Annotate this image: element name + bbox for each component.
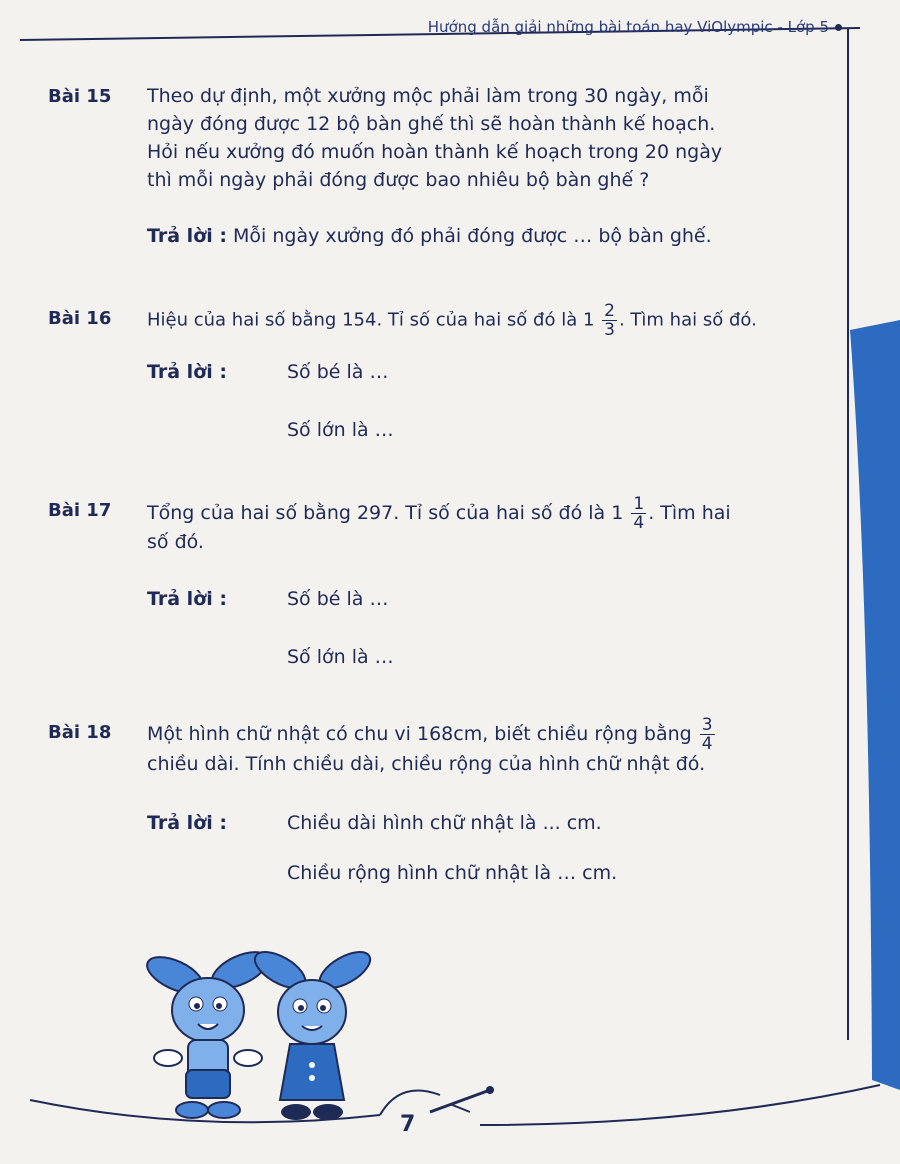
rabbit-boy-icon — [142, 945, 273, 1118]
answer-label: Trả lời : — [147, 361, 227, 383]
compass-icon — [420, 1082, 500, 1122]
problem-15-line-2: ngày đóng được 12 bộ bàn ghế thì sẽ hoàn thành kế hoạch. — [147, 113, 716, 135]
fraction-numerator: 2 — [604, 301, 615, 321]
problem-15-answer — [147, 222, 712, 250]
answer-label: Trả lời : — [147, 812, 227, 834]
problem-17-line-2: số đó. — [147, 531, 204, 553]
fraction — [700, 716, 715, 753]
blue-side-band — [850, 320, 900, 1090]
problem-16-ans-small: Số bé là … — [287, 361, 389, 383]
problem-18-ans-width: Chiều rộng hình chữ nhật là … cm. — [287, 862, 618, 884]
rabbit-girl-icon — [249, 945, 375, 1120]
problem-16-text-after: . Tìm hai số đó. — [618, 309, 757, 331]
problem-16-answer — [147, 358, 227, 386]
problem-18-ans-length: Chiều dài hình chữ nhật là ... cm. — [287, 812, 602, 834]
problem-16-text: Hiệu của hai số bằng 154. Tỉ số của hai số đó là 1 — [147, 309, 595, 331]
fraction-denominator: 4 — [633, 513, 645, 533]
problem-15-line-1: Theo dự định, một xưởng mộc phải làm trong 30 ngày, mỗi — [147, 85, 709, 107]
problem-16-ans-large: Số lớn là … — [287, 419, 394, 441]
problem-18-text: Một hình chữ nhật có chu vi 168cm, biết chiều rộng bằng — [147, 723, 692, 745]
problem-17-body — [147, 495, 731, 532]
problem-17-ans-large: Số lớn là … — [287, 646, 394, 668]
answer-label: Trả lời : — [147, 225, 227, 247]
fraction — [631, 495, 646, 532]
problem-16-label: Bài 16 — [48, 308, 112, 329]
fraction-numerator: 3 — [701, 715, 713, 735]
problem-17-label: Bài 17 — [48, 500, 112, 521]
problem-15-line-4: thì mỗi ngày phải đóng được bao nhiêu bộ bàn ghế ? — [147, 169, 650, 191]
problem-15-label: Bài 15 — [48, 86, 112, 107]
fraction — [602, 302, 617, 339]
problem-18-answer — [147, 809, 227, 837]
fraction-denominator: 3 — [604, 320, 615, 340]
bullet-dot — [835, 24, 842, 31]
problem-17-ans-small: Số bé là … — [287, 588, 389, 610]
running-header: Hướng dẫn giải những bài toán hay ViOlympic - Lớp 5 — [428, 18, 842, 36]
problem-17-text: Tổng của hai số bằng 297. Tỉ số của hai số đó là 1 — [147, 502, 624, 524]
page-number: 7 — [400, 1112, 416, 1137]
fraction-numerator: 1 — [633, 494, 645, 514]
answer-label: Trả lời : — [147, 588, 227, 610]
problem-16-body — [147, 302, 757, 339]
problem-17-answer — [147, 585, 227, 613]
problem-18-label: Bài 18 — [48, 722, 112, 743]
problem-15-line-3: Hỏi nếu xưởng đó muốn hoàn thành kế hoạch trong 20 ngày — [147, 141, 723, 163]
problem-18-body — [147, 716, 717, 753]
fraction-denominator: 4 — [701, 734, 713, 754]
answer-text: Mỗi ngày xưởng đó phải đóng được … bộ bàn ghế. — [233, 225, 712, 247]
problem-17-text-after: . Tìm hai — [648, 502, 731, 524]
two-rabbits-illustration — [130, 940, 390, 1140]
problem-18-line-2: chiều dài. Tính chiều dài, chiều rộng của hình chữ nhật đó. — [147, 753, 706, 775]
problem-15-body — [147, 82, 722, 194]
